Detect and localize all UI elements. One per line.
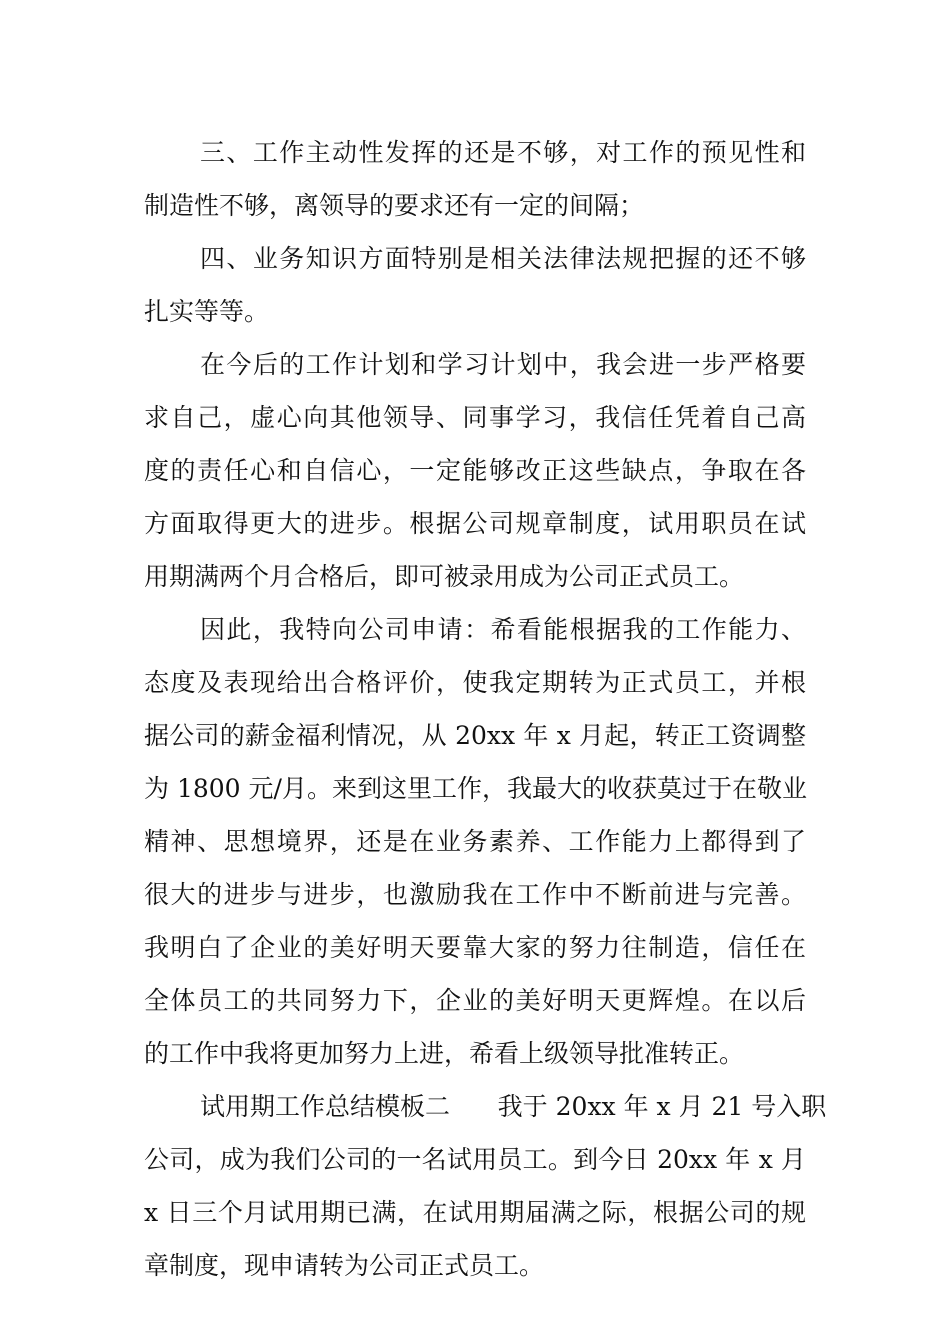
text-line: 我明白了企业的美好明天要靠大家的努力往制造，信任在 bbox=[144, 933, 806, 962]
text-line: 在今后的工作计划和学习计划中，我会进一步严格要 bbox=[200, 350, 806, 379]
text-line: 据公司的薪金福利情况，从 20xx 年 x 月起，转正工资调整 bbox=[144, 721, 806, 750]
text-line: 公司，成为我们公司的一名试用员工。到今日 20xx 年 x 月 bbox=[144, 1145, 806, 1174]
text-line: 用期满两个月合格后，即可被录用成为公司正式员工。 bbox=[144, 562, 745, 591]
document-body bbox=[144, 126, 827, 1292]
text-line: 全体员工的共同努力下，企业的美好明天更辉煌。在以后 bbox=[144, 986, 806, 1015]
text-line: 因此，我特向公司申请：希看能根据我的工作能力、 bbox=[200, 615, 806, 644]
text-line: 章制度，现申请转为公司正式员工。 bbox=[144, 1251, 545, 1280]
text-line: 态度及表现给出合格评价，使我定期转为正式员工，并根 bbox=[144, 668, 806, 697]
text-line: 三、工作主动性发挥的还是不够，对工作的预见性和 bbox=[200, 138, 806, 167]
text-line: 方面取得更大的进步。根据公司规章制度，试用职员在试 bbox=[144, 509, 806, 538]
text-line: 为 1800 元/月。来到这里工作，我最大的收获莫过于在敬业 bbox=[144, 774, 807, 803]
text-line: 四、业务知识方面特别是相关法律法规把握的还不够 bbox=[200, 244, 806, 273]
text-line: 制造性不够，离领导的要求还有一定的间隔； bbox=[144, 191, 645, 220]
text-line: 的工作中我将更加努力上进，希看上级领导批准转正。 bbox=[144, 1039, 745, 1068]
text-line: 精神、思想境界，还是在业务素养、工作能力上都得到了 bbox=[144, 827, 806, 856]
text-line: 扎实等等。 bbox=[144, 297, 270, 326]
text-line: x 日三个月试用期已满，在试用期届满之际，根据公司的规 bbox=[144, 1198, 806, 1227]
text-line: 试用期工作总结模板二 我于 20xx 年 x 月 21 号入职 bbox=[200, 1092, 827, 1121]
text-line: 求自己，虚心向其他领导、同事学习，我信任凭着自己高 bbox=[144, 403, 806, 432]
text-line: 度的责任心和自信心，一定能够改正这些缺点，争取在各 bbox=[144, 456, 806, 485]
text-line: 很大的进步与进步，也激励我在工作中不断前进与完善。 bbox=[144, 880, 806, 909]
